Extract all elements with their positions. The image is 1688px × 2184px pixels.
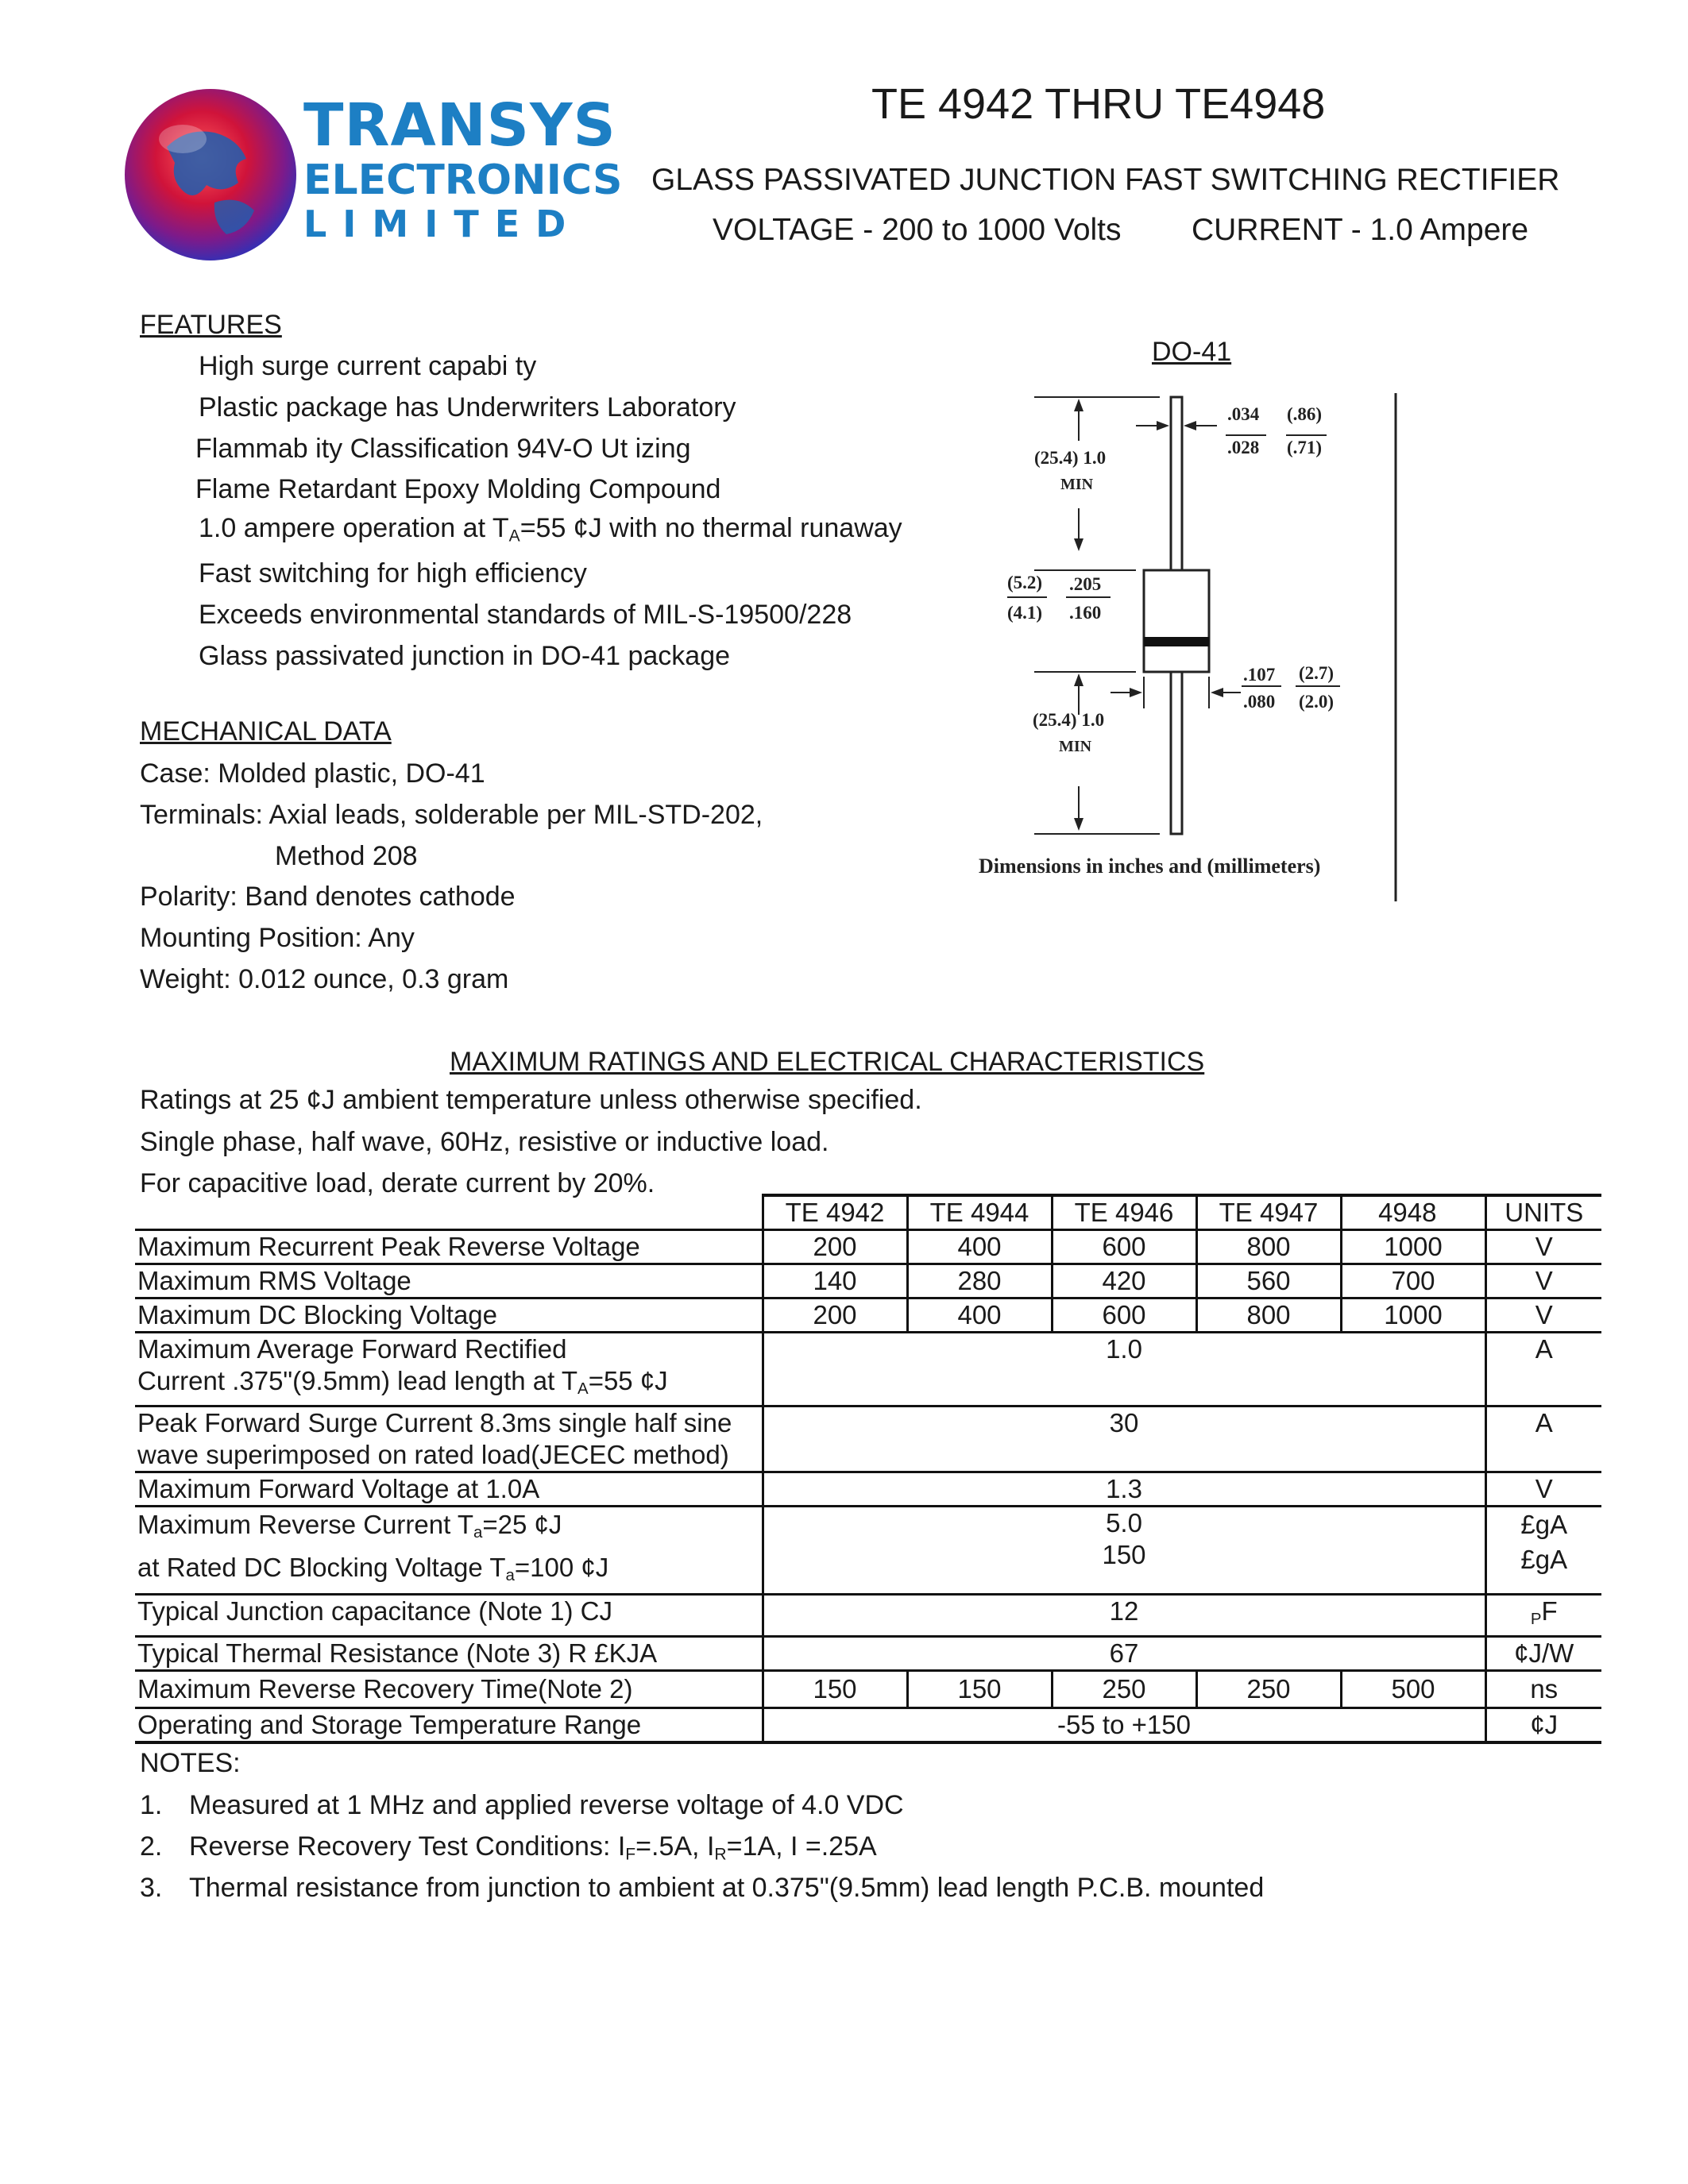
table-cell: 800 [1196, 1230, 1341, 1264]
note-text: Thermal resistance from junction to ambient at 0.375"(9.5mm) lead length P.C.B. mounted [189, 1873, 1265, 1903]
table-cell: 280 [907, 1264, 1052, 1298]
note-text [189, 1833, 877, 1862]
table-cell: 200 [763, 1298, 907, 1333]
subscript: a [473, 1523, 483, 1542]
note-text: Measured at 1 MHz and applied reverse voltage of 4.0 VDC [189, 1790, 904, 1820]
column-header: TE 4946 [1052, 1195, 1196, 1230]
note-text-part: =.5A, I [635, 1831, 715, 1862]
current-rating: CURRENT - 1.0 Ampere [1192, 213, 1529, 247]
column-header: TE 4944 [907, 1195, 1052, 1230]
product-subtitle: GLASS PASSIVATED JUNCTION FAST SWITCHING RECTIFIER [651, 163, 1560, 197]
unit-cell: ¢J/W [1485, 1637, 1601, 1671]
row-label-line: Peak Forward Surge Current 8.3ms single half sine [137, 1408, 732, 1438]
note-number: 1. [140, 1790, 163, 1820]
unit-text: F [1541, 1596, 1558, 1626]
column-header: UNITS [1485, 1195, 1601, 1230]
row-label: Maximum DC Blocking Voltage [135, 1298, 763, 1333]
row-label-line: Maximum Average Forward Rectified [137, 1334, 567, 1364]
row-label: Maximum Forward Voltage at 1.0A [135, 1472, 763, 1507]
row-label: Typical Thermal Resistance (Note 3) R £KJA [135, 1637, 763, 1671]
table-cell: 250 [1196, 1671, 1341, 1708]
table-cell: 150 [907, 1671, 1052, 1708]
body-len-min-in: .160 [1069, 603, 1102, 623]
unit-cell: V [1485, 1298, 1601, 1333]
feature-text: =55 ¢J with no thermal runaway [520, 513, 902, 543]
feature-item: Flammab ity Classification 94V-O Ut izing [195, 434, 691, 464]
row-label: Operating and Storage Temperature Range [135, 1708, 763, 1743]
row-label-line [137, 1365, 759, 1405]
table-row [135, 1671, 1601, 1708]
wire-dia-min-in: .028 [1227, 438, 1260, 457]
table-cell: 700 [1341, 1264, 1485, 1298]
label-text: Maximum Reverse Current T [137, 1510, 473, 1540]
cell-line: 150 [1102, 1540, 1146, 1570]
label-text: =100 ¢J [514, 1553, 609, 1583]
ratings-table [135, 1194, 1601, 1744]
mechanical-heading: MECHANICAL DATA [140, 716, 392, 747]
column-header: 4948 [1341, 1195, 1485, 1230]
feature-item: Fast switching for high efficiency [199, 558, 587, 588]
cell-line: 5.0 [1106, 1508, 1142, 1538]
body-dia-min-mm: (2.0) [1299, 692, 1335, 712]
company-logo [119, 83, 623, 266]
mechanical-line: Case: Molded plastic, DO-41 [140, 758, 485, 789]
feature-text: 1.0 ampere operation at T [199, 513, 509, 543]
body-dia-min-in: .080 [1243, 692, 1276, 712]
mechanical-line: Terminals: Axial leads, solderable per MIL-STD-202, [140, 800, 763, 830]
lead-length-top-min: MIN [1060, 476, 1094, 493]
unit-cell: A [1485, 1406, 1601, 1472]
label-text: =25 ¢J [482, 1510, 562, 1540]
ratings-note: For capacitive load, derate current by 20%. [140, 1168, 655, 1198]
unit-cell: V [1485, 1264, 1601, 1298]
label-text: at Rated DC Blocking Voltage T [137, 1553, 506, 1583]
header-blank-cell [135, 1195, 763, 1230]
subscript: a [505, 1566, 515, 1585]
feature-item: High surge current capabi ty [199, 351, 537, 381]
wire-dia-max-mm: (.86) [1287, 404, 1323, 424]
table-row [135, 1298, 1601, 1333]
unit-cell: V [1485, 1230, 1601, 1264]
ratings-heading: MAXIMUM RATINGS AND ELECTRICAL CHARACTERISTICS [450, 1047, 1205, 1077]
unit-cell [1485, 1595, 1601, 1637]
column-header: TE 4947 [1196, 1195, 1341, 1230]
note-text-part: =1A, I =.25A [726, 1831, 877, 1862]
table-cell: 400 [907, 1298, 1052, 1333]
lead-length-bottom-min: MIN [1059, 738, 1092, 755]
unit-line: £gA [1520, 1510, 1568, 1540]
table-cell: 30 [763, 1406, 1485, 1472]
table-row [135, 1507, 1601, 1595]
table-header-row [135, 1195, 1601, 1230]
feature-item [199, 515, 902, 544]
table-cell: -55 to +150 [763, 1708, 1485, 1743]
table-cell: 150 [763, 1671, 907, 1708]
unit-cell: A [1485, 1333, 1601, 1406]
mechanical-line: Weight: 0.012 ounce, 0.3 gram [140, 964, 509, 994]
table-cell: 12 [763, 1595, 1485, 1637]
mechanical-line: Method 208 [275, 841, 418, 871]
subscript: A [508, 527, 520, 546]
table-cell: 200 [763, 1230, 907, 1264]
subscript: R [714, 1845, 727, 1864]
logo-line-2: ELECTRONICS [303, 156, 623, 204]
table-cell: 250 [1052, 1671, 1196, 1708]
unit-cell: V [1485, 1472, 1601, 1507]
unit-line: £gA [1520, 1545, 1568, 1575]
table-cell: 1000 [1341, 1230, 1485, 1264]
wire-dia-min-mm: (.71) [1287, 438, 1323, 457]
row-label [135, 1333, 763, 1406]
column-header: TE 4942 [763, 1195, 907, 1230]
table-cell: 1.3 [763, 1472, 1485, 1507]
table-cell: 600 [1052, 1298, 1196, 1333]
voltage-range: VOLTAGE - 200 to 1000 Volts [713, 213, 1122, 247]
page-title: TE 4942 THRU TE4948 [871, 80, 1326, 128]
row-label: Maximum Recurrent Peak Reverse Voltage [135, 1230, 763, 1264]
body-len-min-mm: (4.1) [1007, 603, 1043, 623]
unit-cell [1485, 1507, 1601, 1595]
row-label [135, 1507, 763, 1595]
ratings-note: Ratings at 25 ¢J ambient temperature unless otherwise specified. [140, 1085, 922, 1115]
row-label [135, 1406, 763, 1472]
unit-cell: ns [1485, 1671, 1601, 1708]
table-row [135, 1333, 1601, 1406]
table-row [135, 1230, 1601, 1264]
logo-line-1: TRANSYS [303, 91, 616, 160]
table-row [135, 1406, 1601, 1472]
body-dia-max-mm: (2.7) [1299, 663, 1335, 683]
mechanical-line: Polarity: Band denotes cathode [140, 882, 516, 912]
table-cell: 1.0 [763, 1333, 1485, 1406]
feature-item: Glass passivated junction in DO-41 package [199, 641, 731, 671]
table-cell: 400 [907, 1230, 1052, 1264]
package-label: DO-41 [1152, 337, 1232, 367]
feature-item: Plastic package has Underwriters Laboratory [199, 392, 736, 423]
table-cell: 420 [1052, 1264, 1196, 1298]
mechanical-line: Mounting Position: Any [140, 923, 415, 953]
table-row [135, 1595, 1601, 1637]
table-cell: 800 [1196, 1298, 1341, 1333]
table-row [135, 1708, 1601, 1743]
features-heading: FEATURES [140, 310, 282, 340]
subscript: P [1530, 1610, 1542, 1629]
feature-item: Exceeds environmental standards of MIL-S-19500/228 [199, 600, 852, 630]
feature-item: Flame Retardant Epoxy Molding Compound [195, 474, 721, 504]
lead-length-top: (25.4) 1.0 [1034, 448, 1107, 468]
body-len-max-in: .205 [1069, 574, 1102, 594]
note-text-part: Reverse Recovery Test Conditions: I [189, 1831, 626, 1862]
lead-length-bottom: (25.4) 1.0 [1033, 710, 1105, 730]
note-number: 2. [140, 1831, 163, 1862]
table-row [135, 1264, 1601, 1298]
table-cell: 1000 [1341, 1298, 1485, 1333]
table-cell: 500 [1341, 1671, 1485, 1708]
label-text: Current .375"(9.5mm) lead length at T [137, 1366, 578, 1395]
table-cell: 600 [1052, 1230, 1196, 1264]
row-label-line [137, 1550, 759, 1593]
body-dia-max-in: .107 [1243, 665, 1276, 685]
table-cell: 140 [763, 1264, 907, 1298]
globe-icon [119, 83, 302, 266]
unit-cell: ¢J [1485, 1708, 1601, 1743]
row-label: Typical Junction capacitance (Note 1) CJ [135, 1595, 763, 1637]
row-label-line: wave superimposed on rated load(JECEC method) [137, 1440, 729, 1470]
body-len-max-mm: (5.2) [1007, 573, 1043, 592]
diagram-caption: Dimensions in inches and (millimeters) [979, 855, 1321, 878]
notes-heading: NOTES: [140, 1748, 241, 1778]
table-cell: 67 [763, 1637, 1485, 1671]
table-cell [763, 1507, 1485, 1595]
row-label: Maximum Reverse Recovery Time(Note 2) [135, 1671, 763, 1708]
logo-line-3: LIMITED [303, 203, 582, 245]
label-text: =55 ¢J [588, 1366, 668, 1395]
note-number: 3. [140, 1873, 163, 1903]
row-label: Maximum RMS Voltage [135, 1264, 763, 1298]
subscript: F [625, 1845, 636, 1864]
ratings-note: Single phase, half wave, 60Hz, resistive or inductive load. [140, 1127, 829, 1157]
wire-dia-max-in: .034 [1227, 404, 1260, 424]
table-row [135, 1637, 1601, 1671]
table-row [135, 1472, 1601, 1507]
table-cell: 560 [1196, 1264, 1341, 1298]
row-label-line [137, 1507, 759, 1550]
subscript: A [577, 1379, 589, 1399]
